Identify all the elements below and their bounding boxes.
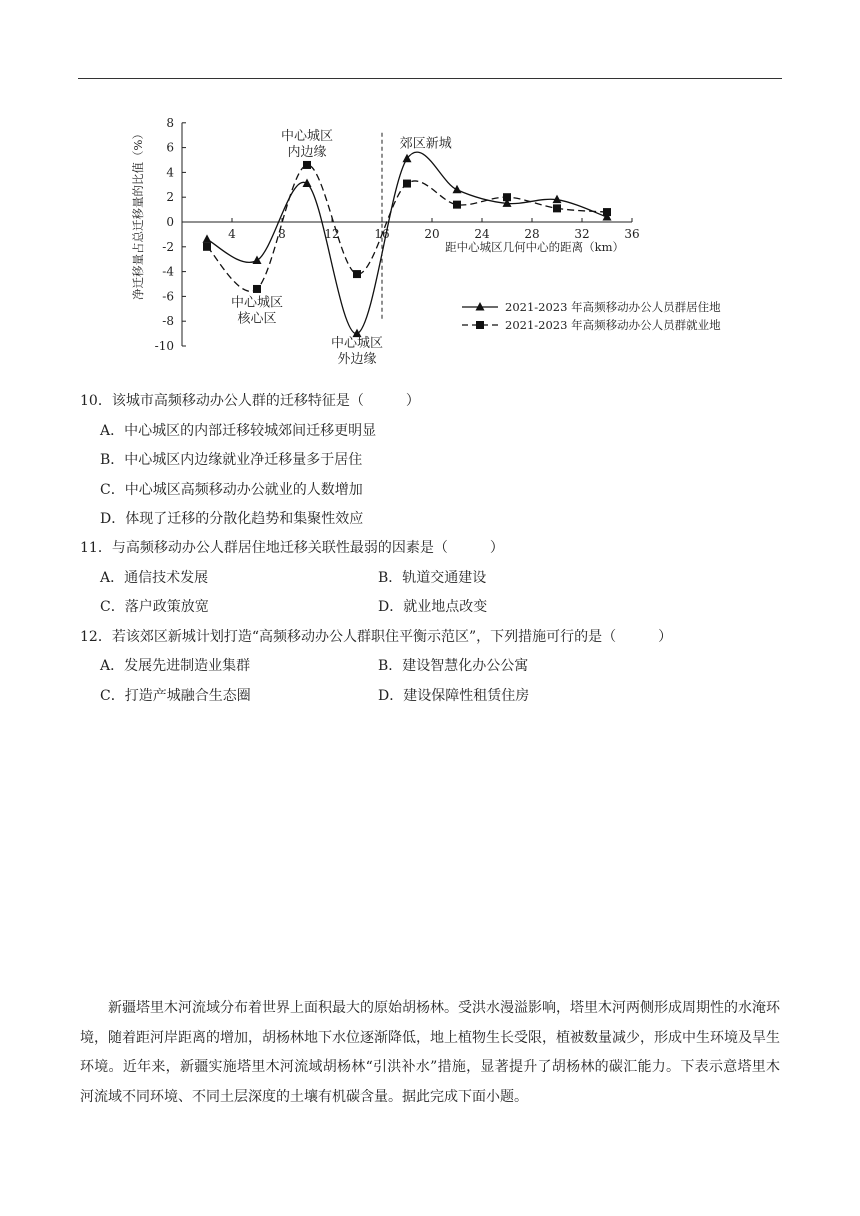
legend-marker-1: [476, 302, 485, 311]
triangle-marker: [203, 234, 212, 243]
y-tick-label: 4: [166, 165, 174, 180]
annotation-label: 中心城区: [280, 129, 334, 145]
y-tick-label: 8: [166, 115, 174, 130]
square-marker: [203, 243, 211, 251]
reading-passage: 新疆塔里木河流域分布着世界上面积最大的原始胡杨林。受洪水漫溢影响，塔里木河两侧形成周期性的水淹环境，随着距河岸距离的增加，胡杨林地下水位逐渐降低，地上植物生长受限，植被数量减少，形成中生环境及旱生环境。近年来，新疆实施塔里木河流域胡杨林“引洪补水”措施，显著提升了胡杨林的碳汇能力。下表示意塔里木河流域不同环境、不同土层深度的土壤有机碳含量。据此完成下面小题。: [80, 1000, 780, 1105]
annotation-label-line2: 外边缘: [337, 352, 377, 368]
x-tick-label: 16: [374, 227, 390, 241]
square-marker: [603, 208, 611, 216]
square-marker: [303, 161, 311, 169]
x-tick-label: 24: [474, 227, 490, 241]
x-tick-label: 8: [278, 227, 286, 241]
q11-option-b[interactable]: B．轨道交通建设: [378, 570, 487, 586]
triangle-marker: [453, 185, 462, 194]
q11-option-d[interactable]: D．就业地点改变: [378, 599, 488, 615]
y-tick-label: -10: [154, 339, 174, 353]
q12-option-a[interactable]: A．发展先进制造业集群: [100, 658, 251, 674]
q11-option-c[interactable]: C．落户政策放宽: [100, 599, 209, 615]
square-marker: [553, 204, 561, 212]
q12-option-d[interactable]: D．建设保障性租赁住房: [378, 688, 530, 704]
y-tick-label: 0: [166, 215, 174, 229]
x-tick-label: 28: [524, 227, 540, 241]
y-tick-label: 2: [166, 190, 174, 205]
chart-legend: [462, 300, 721, 332]
y-tick-label: -4: [162, 264, 174, 279]
q12-option-b[interactable]: B．建设智慧化办公公寓: [378, 658, 529, 674]
square-marker: [453, 201, 461, 209]
annotation-label: 中心城区: [230, 295, 284, 311]
x-tick-label: 20: [424, 227, 440, 241]
annotation-label: 郊区新城: [399, 136, 452, 152]
square-marker: [353, 270, 361, 278]
legend-marker-2: [476, 321, 484, 329]
y-tick-label: -6: [162, 289, 174, 304]
annotation-label: 中心城区: [330, 336, 384, 352]
migration-line-chart: [120, 112, 760, 380]
legend-label-1: 2021-2023 年高频移动办公人员群居住地: [505, 300, 721, 314]
q12-option-c[interactable]: C．打造产城融合生态圈: [100, 688, 251, 704]
q10-option-d[interactable]: D．体现了迁移的分散化趋势和集聚性效应: [100, 511, 364, 527]
square-marker: [503, 193, 511, 201]
annotation-label-line2: 核心区: [237, 311, 277, 327]
x-tick-label: 12: [324, 227, 340, 241]
q10-option-b[interactable]: B．中心城区内边缘就业净迁移量多于居住: [100, 452, 363, 468]
triangle-marker: [253, 255, 262, 264]
square-marker: [253, 285, 261, 293]
question-12: 12．若该郊区新城计划打造“高频移动办公人群职住平衡示范区”，下列措施可行的是（ ）: [80, 629, 673, 645]
y-tick-label: 6: [166, 140, 174, 155]
y-tick-label: -2: [162, 239, 174, 254]
y-axis-label: 净迁移量占总迁移量的比值（%）: [131, 128, 145, 300]
x-tick-label: 36: [624, 227, 640, 241]
question-10: 10．该城市高频移动办公人群的迁移特征是（ ）: [80, 393, 420, 409]
square-marker: [403, 180, 411, 188]
q10-option-c[interactable]: C．中心城区高频移动办公就业的人数增加: [100, 482, 363, 498]
x-axis-label: 距中心城区几何中心的距离（km）: [445, 240, 624, 254]
x-tick-label: 32: [574, 227, 590, 241]
x-tick-label: 4: [228, 227, 236, 241]
q10-option-a[interactable]: A．中心城区的内部迁移较城郊间迁移更明显: [100, 423, 377, 439]
q11-option-a[interactable]: A．通信技术发展: [100, 570, 209, 586]
annotation-label-line2: 内边缘: [287, 145, 327, 161]
legend-label-2: 2021-2023 年高频移动办公人员群就业地: [505, 318, 721, 332]
y-tick-label: -8: [162, 314, 174, 329]
header-rule: [78, 78, 782, 79]
question-11: 11．与高频移动办公人群居住地迁移关联性最弱的因素是（ ）: [80, 540, 504, 556]
